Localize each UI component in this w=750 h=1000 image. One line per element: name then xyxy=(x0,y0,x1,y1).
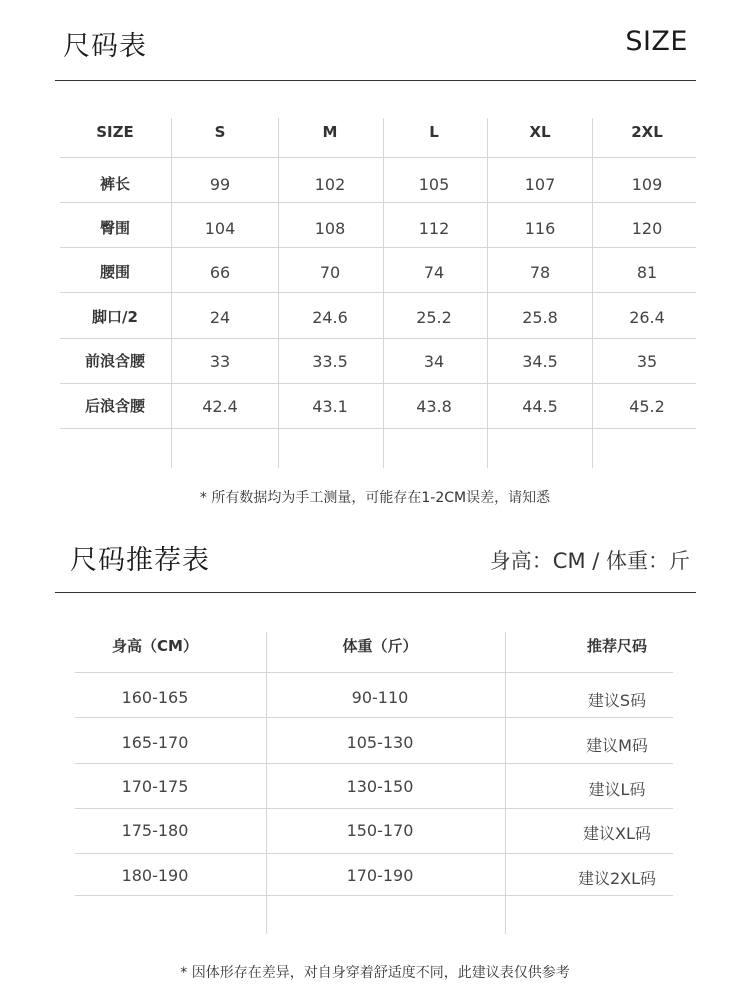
size-value-cell: 74 xyxy=(423,263,445,282)
size-header-s: S xyxy=(214,123,226,141)
size-value-cell: 105 xyxy=(418,175,450,194)
recommend-value-cell: 建议L码 xyxy=(588,780,646,799)
recommend-value-cell: 170-190 xyxy=(346,866,414,885)
size-value-cell: 116 xyxy=(524,219,556,238)
size-row-label: 后浪含腰 xyxy=(84,397,145,415)
size-value-cell: 99 xyxy=(209,175,231,194)
recommend-value-cell: 105-130 xyxy=(346,733,414,752)
recommend-table-row-divider xyxy=(75,672,673,673)
size-value-cell: 44.5 xyxy=(522,397,558,416)
size-value-cell: 45.2 xyxy=(629,397,665,416)
size-value-cell: 78 xyxy=(529,263,551,282)
size-row-label: 脚口/2 xyxy=(92,308,138,326)
size-row-label: 前浪含腰 xyxy=(84,352,145,370)
size-value-cell: 25.8 xyxy=(522,308,558,327)
recommend-table-row-divider xyxy=(75,895,673,896)
size-header-l: L xyxy=(429,123,439,141)
recommend-header-cell: 推荐尺码 xyxy=(586,637,647,655)
recommend-value-cell: 165-170 xyxy=(121,733,189,752)
recommend-value-cell: 180-190 xyxy=(121,866,189,885)
size-row-label: 裤长 xyxy=(99,175,130,193)
size-chart-label: SIZE xyxy=(625,26,688,57)
recommend-value-cell: 160-165 xyxy=(121,688,189,707)
size-chart-title: 尺码表 xyxy=(63,31,147,62)
recommend-table-col-divider xyxy=(266,632,267,934)
size-value-cell: 102 xyxy=(314,175,346,194)
size-value-cell: 43.8 xyxy=(416,397,452,416)
size-value-cell: 24.6 xyxy=(312,308,348,327)
recommend-unit-label: 身高：CM / 体重：斤 xyxy=(489,549,690,573)
recommend-chart-note: * 因体形存在差异，对自身穿着舒适度不同，此建议表仅供参考 xyxy=(180,965,570,981)
recommend-chart-title: 尺码推荐表 xyxy=(70,545,210,576)
recommend-table-row-divider xyxy=(75,853,673,854)
recommend-value-cell: 150-170 xyxy=(346,821,414,840)
size-value-cell: 34 xyxy=(423,352,445,371)
recommend-value-cell: 建议XL码 xyxy=(583,824,651,843)
size-value-cell: 81 xyxy=(636,263,658,282)
size-value-cell: 34.5 xyxy=(522,352,558,371)
size-value-cell: 33 xyxy=(209,352,231,371)
size-value-cell: 107 xyxy=(524,175,556,194)
size-value-cell: 42.4 xyxy=(202,397,238,416)
size-row-label: 臀围 xyxy=(99,219,130,237)
size-header-size: SIZE xyxy=(96,123,134,141)
recommend-value-cell: 建议S码 xyxy=(587,691,647,710)
size-header-xl: XL xyxy=(529,123,551,141)
size-chart-note: * 所有数据均为手工测量，可能存在1-2CM误差，请知悉 xyxy=(199,490,551,506)
recommend-value-cell: 175-180 xyxy=(121,821,189,840)
recommend-value-cell: 建议2XL码 xyxy=(577,869,657,888)
size-value-cell: 104 xyxy=(204,219,236,238)
recommend-header-cell: 体重（斤） xyxy=(342,637,418,655)
size-header-m: M xyxy=(322,123,338,141)
recommend-value-cell: 90-110 xyxy=(351,688,409,707)
recommend-table-row-divider xyxy=(75,763,673,764)
recommend-value-cell: 170-175 xyxy=(121,777,189,796)
recommend-table-row-divider xyxy=(75,717,673,718)
size-value-cell: 70 xyxy=(319,263,341,282)
size-value-cell: 43.1 xyxy=(312,397,348,416)
recommend-table-row-divider xyxy=(75,808,673,809)
recommend-table-col-divider xyxy=(505,632,506,934)
size-value-cell: 24 xyxy=(209,308,231,327)
size-row-label: 腰围 xyxy=(99,263,130,281)
size-value-cell: 108 xyxy=(314,219,346,238)
recommend-value-cell: 130-150 xyxy=(346,777,414,796)
size-value-cell: 112 xyxy=(418,219,450,238)
size-value-cell: 66 xyxy=(209,263,231,282)
recommend-value-cell: 建议M码 xyxy=(586,736,648,755)
size-value-cell: 25.2 xyxy=(416,308,452,327)
size-value-cell: 109 xyxy=(631,175,663,194)
recommend-header-cell: 身高（CM） xyxy=(112,637,198,655)
size-value-cell: 120 xyxy=(631,219,663,238)
size-value-cell: 26.4 xyxy=(629,308,665,327)
size-header-2xl: 2XL xyxy=(631,123,663,141)
size-value-cell: 35 xyxy=(636,352,658,371)
size-value-cell: 33.5 xyxy=(312,352,348,371)
